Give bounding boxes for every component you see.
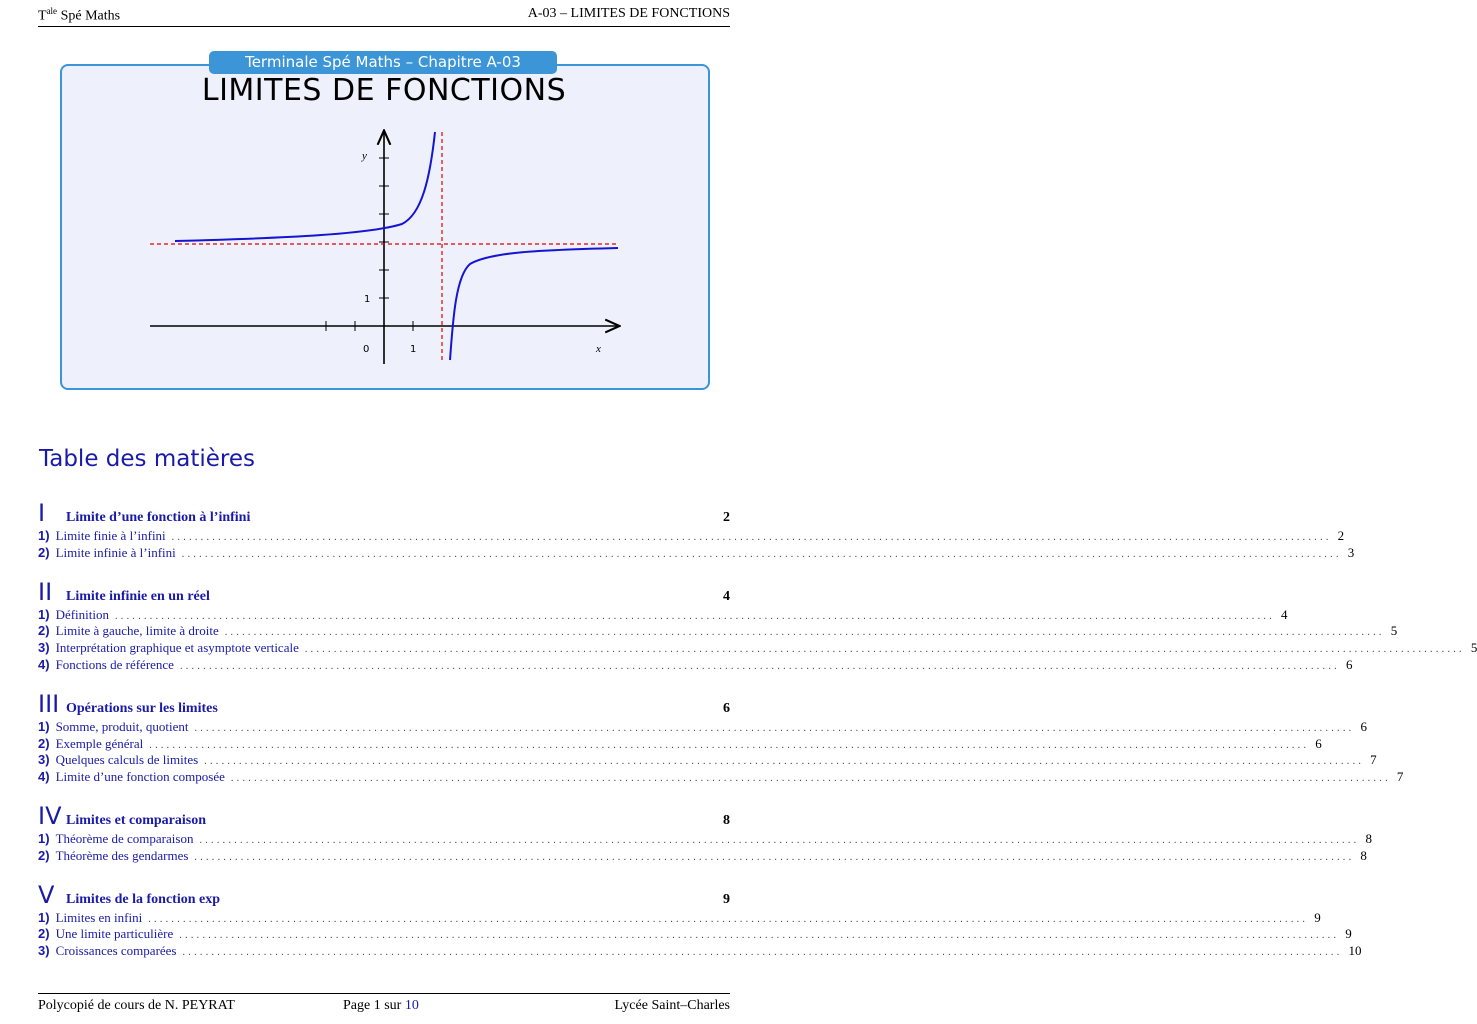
toc-subsection-entry[interactable] [38,847,1367,865]
subsection-title-link[interactable]: Limites en infini [55,909,143,925]
subsection-title-link[interactable]: Limite finie à l’infini [55,528,166,543]
section-number: II [38,577,53,606]
section-number: IV [38,801,62,830]
leader-dots: ........................................................................................................................................................................................................ [230,773,1391,785]
subsection-number: 1) [38,606,50,622]
toc-subsection-entry[interactable] [38,909,1321,927]
subsection-number: 1) [38,830,50,846]
subsection-number: 4) [38,656,50,672]
toc-section [38,801,1372,865]
toc-section-entry[interactable] [38,691,730,719]
x-axis-label: x [596,343,601,355]
toc-section [38,880,1362,960]
header-left: $T^{ale}$ Spé Maths [38,6,121,24]
subsection-page: 9 [1314,909,1321,925]
running-footer [38,993,730,1018]
toc-subsection-entry[interactable] [38,752,1377,769]
subsection-number: 1) [38,528,50,543]
y-unit-label: 1 [364,294,371,305]
subsection-title-link[interactable]: Somme, produit, quotient [55,718,189,734]
leader-dots: ........................................................................................................................................................................................................ [224,627,1385,639]
running-header [38,4,730,27]
subsection-number: 1) [38,718,50,734]
curve-left-branch [175,132,435,241]
subsection-number: 2) [38,847,50,863]
subsection-number: 2) [38,735,50,751]
toc-subsection-entry[interactable] [38,640,1477,657]
toc-section-entry[interactable] [38,500,730,528]
subsection-page: 6 [1315,735,1322,751]
leader-dots: ........................................................................................................................................................................................................ [304,644,1465,656]
toc-subsection-entry[interactable] [38,718,1367,736]
y-axis-label: y [362,150,367,162]
toc-section-entry[interactable] [38,579,730,607]
section-page: 2 [723,510,730,525]
subsection-title-link[interactable]: Limite infinie à l’infini [55,544,176,560]
subsection-number: 3) [38,752,50,768]
leader-dots: ........................................................................................................................................................................................................ [148,913,1309,925]
toc-section-entry[interactable] [38,882,730,910]
subsection-page: 7 [1370,752,1377,768]
subsection-page: 4 [1281,606,1288,622]
toc-section [38,499,1355,562]
toc-subsection-entry[interactable] [38,769,1404,786]
section-title-link[interactable]: Limites de la fonction exp [66,891,220,907]
section-page: 9 [723,891,730,907]
toc-subsection-entry[interactable] [38,656,1353,674]
curve-right-branch [450,248,618,360]
subsection-page: 6 [1345,656,1353,672]
leader-dots: ........................................................................................................................................................................................................ [179,660,1340,672]
footer-school: Lycée Saint–Charles [614,998,730,1013]
chapter-tag: Terminale Spé Maths – Chapitre A-03 [209,51,557,74]
toc-subsection-entry[interactable] [38,830,1372,848]
footer-page-number: Page 1 sur 10 [343,998,419,1013]
subsection-title-link[interactable]: Quelques calculs de limites [55,752,199,768]
table-of-contents [38,499,1477,960]
subsection-page: 6 [1360,718,1367,734]
section-number: V [38,880,55,909]
subsection-title-link[interactable]: Limite à gauche, limite à droite [55,623,219,639]
leader-dots: ........................................................................................................................................................................................................ [149,739,1310,751]
subsection-page: 9 [1345,926,1352,942]
subsection-number: 4) [38,769,50,785]
footer-author: Polycopié de cours de N. PEYRAT [38,998,235,1013]
section-title-link[interactable]: Opérations sur les limites [66,700,218,716]
subsection-page: 8 [1360,847,1367,863]
toc-subsection-entry[interactable] [38,544,1355,562]
subsection-number: 1) [38,909,50,925]
subsection-number: 3) [38,943,50,959]
leader-dots: ........................................................................................................................................................................................................ [194,722,1355,734]
chapter-title: LIMITES DE FONCTIONS [201,73,567,108]
header-right: A-03 – LIMITES DE FONCTIONS [527,6,730,21]
leader-dots: ........................................................................................................................................................................................................ [194,851,1355,863]
total-pages-link[interactable]: 10 [404,998,419,1013]
subsection-title-link[interactable]: Fonctions de référence [55,656,174,672]
toc-section-entry[interactable] [38,803,730,831]
leader-dots: ........................................................................................................................................................................................................ [171,532,1332,543]
leader-dots: ........................................................................................................................................................................................................ [199,834,1360,846]
x-unit-label: 1 [410,344,417,355]
toc-subsection-entry[interactable] [38,735,1322,753]
subsection-page: 7 [1396,769,1404,785]
toc-subsection-entry[interactable] [38,926,1352,943]
subsection-title-link[interactable]: Interprétation graphique et asymptote verticale [55,640,299,656]
leader-dots: ........................................................................................................................................................................................................ [181,548,1342,560]
subsection-page: 5 [1470,640,1477,656]
leader-dots: ........................................................................................................................................................................................................ [204,756,1365,768]
leader-dots: ........................................................................................................................................................................................................ [179,930,1340,942]
toc-heading: Table des matières [39,446,255,472]
subsection-number: 2) [38,926,50,942]
subsection-title-link[interactable]: Une limite particulière [55,926,174,942]
subsection-page: 2 [1337,528,1345,543]
function-graph [140,128,630,368]
subsection-title-link[interactable]: Définition [55,606,109,622]
toc-section [38,577,1477,674]
toc-section [38,689,1404,786]
section-title-link[interactable]: Limite infinie en un réel [66,588,210,604]
leader-dots: ........................................................................................................................................................................................................ [115,610,1275,622]
subsection-title-link[interactable]: Théorème de comparaison [55,830,194,846]
leader-dots: ........................................................................................................................................................................................................ [182,947,1343,959]
subsection-number: 2) [38,623,50,639]
toc-subsection-entry[interactable] [38,943,1362,960]
section-number: I [38,499,46,527]
section-page: 8 [723,812,730,828]
subsection-title-link[interactable]: Théorème des gendarmes [55,847,189,863]
subsection-page: 10 [1348,943,1362,959]
subsection-page: 3 [1347,544,1355,560]
origin-label: 0 [363,344,370,355]
section-title-link[interactable]: Limites et comparaison [66,812,206,828]
section-page: 6 [723,700,730,716]
subsection-page: 8 [1365,830,1372,846]
subsection-number: 3) [38,640,50,656]
section-page: 4 [723,588,730,604]
subsection-title-link[interactable]: Limite d’une fonction composée [55,769,225,785]
toc-subsection-entry[interactable] [38,623,1398,640]
toc-subsection-entry[interactable] [38,528,1345,545]
subsection-title-link[interactable]: Exemple général [55,735,144,751]
subsection-title-link[interactable]: Croissances comparées [55,943,177,959]
section-title-link[interactable]: Limite d’une fonction à l’infini [66,510,251,525]
subsection-page: 5 [1390,623,1398,639]
toc-subsection-entry[interactable] [38,606,1288,624]
subsection-number: 2) [38,544,50,560]
section-number: III [38,689,60,718]
